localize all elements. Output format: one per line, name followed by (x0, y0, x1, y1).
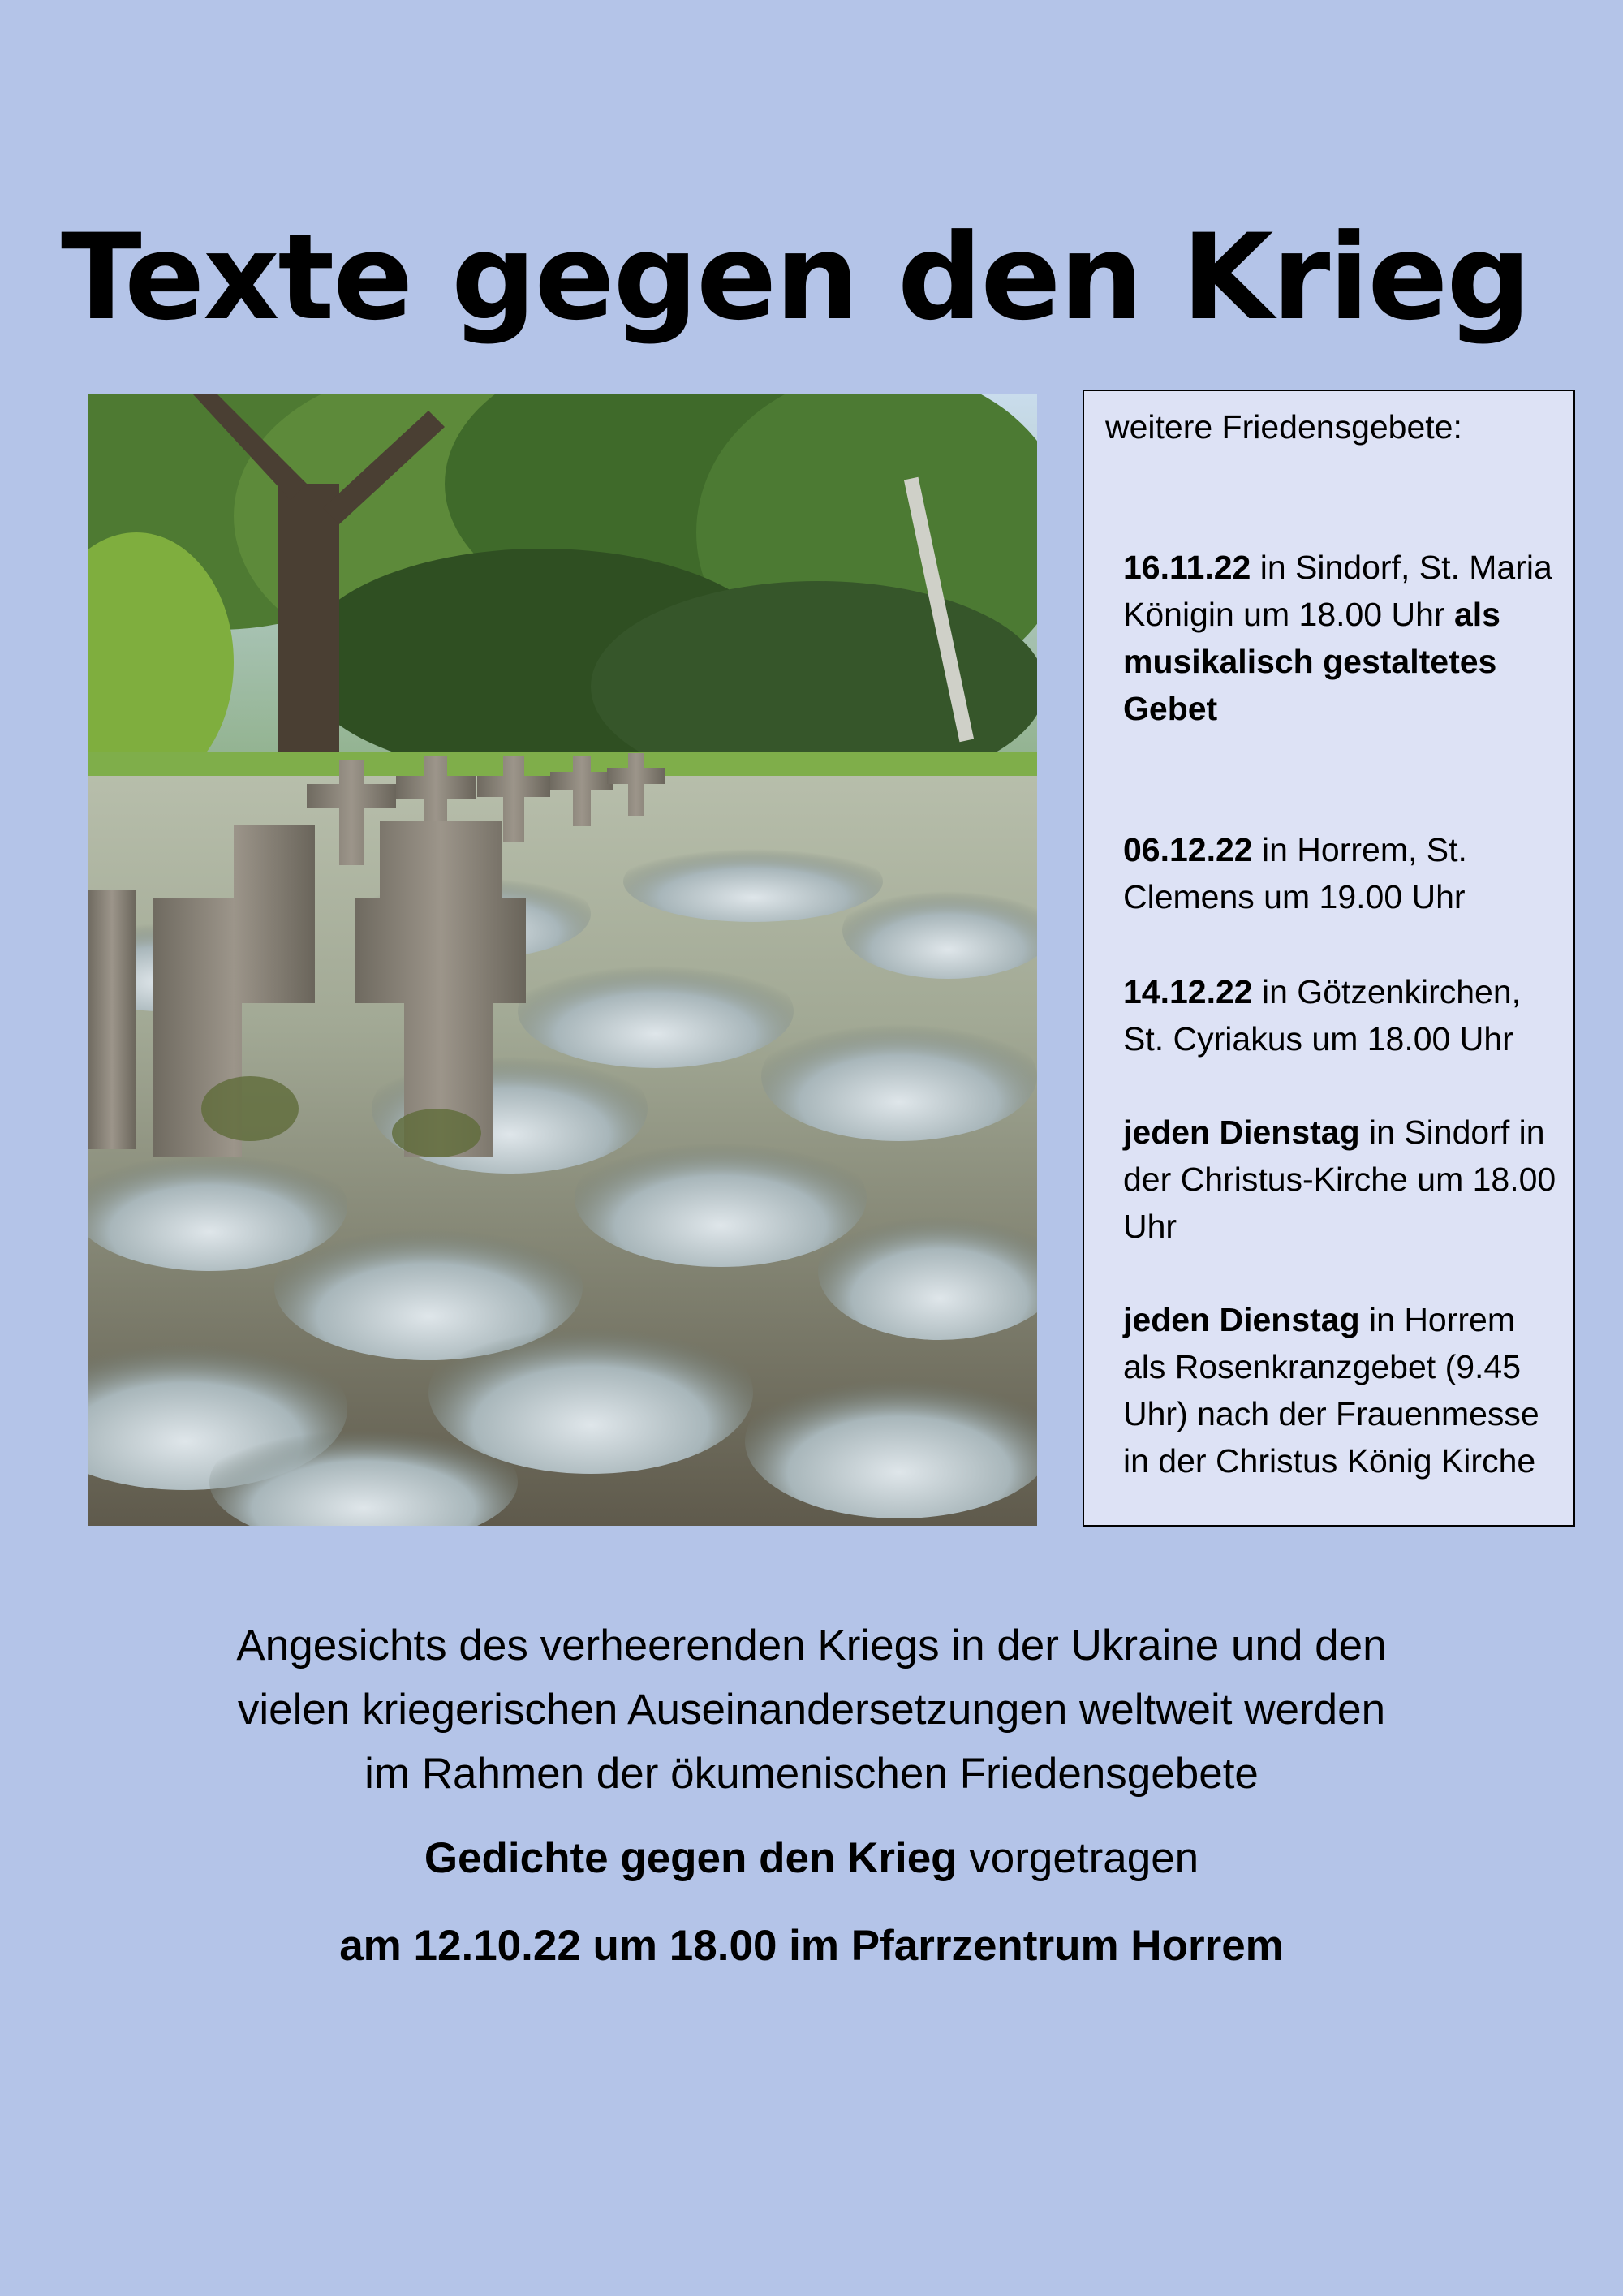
event-date: 06.12.22 (1123, 831, 1253, 868)
event-date-location: am 12.10.22 um 18.00 im Pfarrzentrum Horrem (339, 1922, 1284, 1970)
schedule-heading: weitere Friedensgebete: (1105, 408, 1462, 446)
event-item (1123, 826, 1565, 920)
cemetery-photo (88, 394, 1037, 1526)
event-details: in Horrem als Rosenkranzgebet (9.45 Uhr) nach der Frauenmesse in der Christus König Kirche (1123, 1301, 1539, 1480)
event-date: jeden Dienstag (1123, 1301, 1360, 1338)
event-details: in Sindorf, St. Maria Königin um 18.00 Uhr (1123, 549, 1552, 633)
poems-title: Gedichte gegen den Krieg (424, 1834, 958, 1882)
event-item (1123, 544, 1565, 732)
event-item (1123, 1296, 1565, 1484)
event-date: jeden Dienstag (1123, 1114, 1360, 1151)
description-line: Angesichts des verheerenden Kriegs in der Ukraine und den (236, 1622, 1387, 1669)
description-line: im Rahmen der ökumenischen Friedensgebete (364, 1750, 1259, 1798)
poster-title: Texte gegen den Krieg (61, 209, 1530, 347)
poems-announcement (0, 1826, 1623, 1891)
description-line: vielen kriegerischen Auseinandersetzungen weltweit werden (237, 1686, 1386, 1734)
event-details: in Sindorf in der Christus-Kirche um 18.00 Uhr (1123, 1114, 1556, 1245)
event-details: in Horrem, St. Clemens um 19.00 Uhr (1123, 831, 1467, 915)
event-details: in Götzenkirchen, St. Cyriakus um 18.00 Uhr (1123, 973, 1522, 1058)
event-date: 14.12.22 (1123, 973, 1253, 1010)
prayer-schedule-box (1083, 390, 1575, 1527)
event-item (1123, 1109, 1565, 1250)
description-text (0, 1613, 1623, 1806)
event-item (1123, 968, 1565, 1062)
event-date: 16.11.22 (1123, 549, 1251, 586)
poems-suffix: vorgetragen (957, 1834, 1199, 1882)
event-emphasis: als musikalisch gestaltetes Gebet (1123, 596, 1500, 727)
